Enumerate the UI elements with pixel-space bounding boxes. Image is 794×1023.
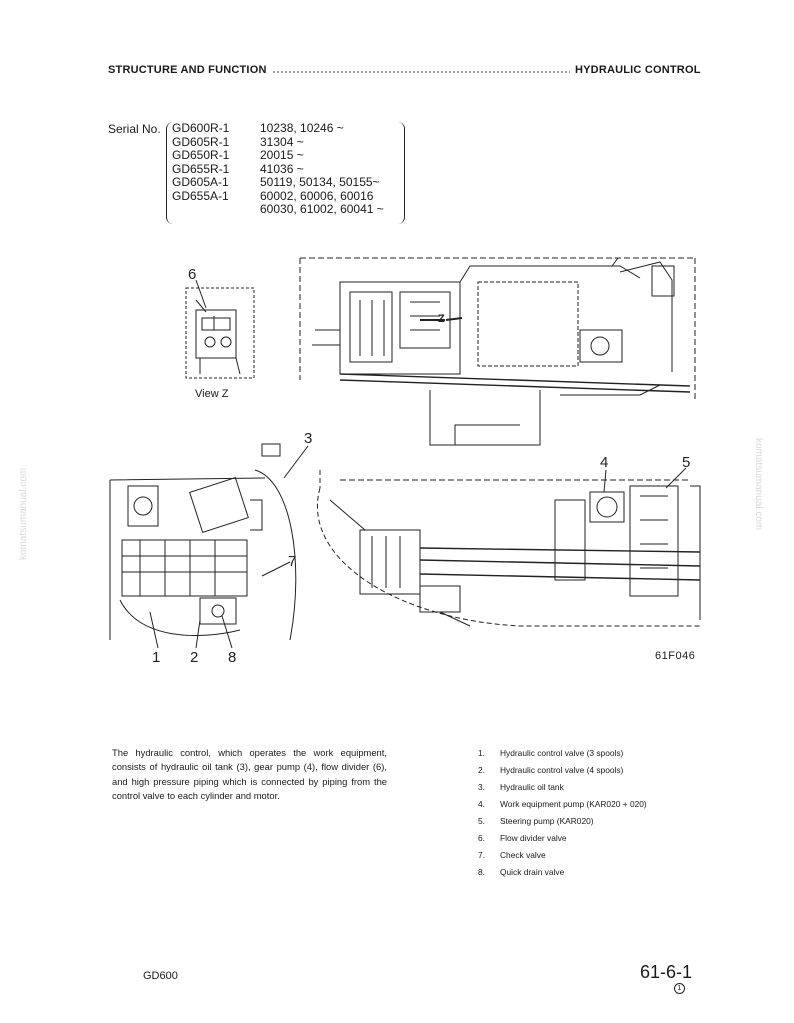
upper-machine-view [300, 258, 695, 445]
legend-item [478, 829, 647, 846]
callout-2: 2 [190, 649, 199, 666]
parts-legend [478, 744, 647, 880]
legend-item [478, 846, 647, 863]
legend-number: 5. [478, 815, 485, 826]
serial-numbers: 60030, 61002, 60041 ~ [260, 202, 384, 216]
legend-text: Quick drain valve [500, 866, 565, 877]
legend-text: Hydraulic control valve (4 spools) [500, 764, 624, 775]
serial-numbers: 41036 ~ [260, 161, 304, 176]
legend-item [478, 778, 647, 795]
serial-numbers: 31304 ~ [260, 134, 304, 149]
legend-number: 2. [478, 764, 485, 775]
serial-model: GD605R-1 [172, 134, 230, 149]
legend-number: 4. [478, 798, 485, 809]
callout-3: 3 [304, 430, 313, 447]
view-z-label: View Z [195, 388, 229, 400]
revision-mark: 1 [674, 983, 685, 994]
legend-item [478, 795, 647, 812]
legend-item [478, 744, 647, 761]
section-title: STRUCTURE AND FUNCTION [108, 64, 267, 76]
callout-6: 6 [188, 266, 197, 283]
callout-4: 4 [600, 454, 609, 471]
legend-text: Check valve [500, 849, 546, 860]
serial-model: GD605A-1 [172, 175, 229, 189]
legend-item [478, 863, 647, 880]
view-z-marker: Z [438, 313, 445, 325]
watermark-left: komatsumanual.com [18, 467, 29, 560]
lower-left-view [110, 444, 296, 640]
serial-model: GD655A-1 [172, 188, 229, 203]
view-z-inset [186, 288, 254, 378]
legend-item [478, 761, 647, 778]
page-number: 61-6-1 [640, 962, 693, 982]
figure-code: 61F046 [655, 650, 696, 662]
callout-8: 8 [228, 649, 237, 666]
serial-numbers: 60002, 60006, 60016 [260, 188, 374, 203]
legend-item [478, 812, 647, 829]
serial-label: Serial No. [108, 122, 161, 136]
legend-text: Hydraulic oil tank [500, 781, 564, 792]
legend-text: Flow divider valve [500, 832, 567, 843]
serial-model: GD655R-1 [172, 161, 230, 176]
serial-numbers: 10238, 10246 ~ [260, 121, 344, 135]
legend-number: 7. [478, 849, 485, 860]
legend-number: 3. [478, 781, 485, 792]
legend-number: 8. [478, 866, 485, 877]
topic-title: HYDRAULIC CONTROL [575, 64, 701, 76]
legend-text: Hydraulic control valve (3 spools) [500, 747, 624, 758]
description-paragraph: The hydraulic control, which operates the work equipment, consists of hydraulic oil tank (3), gear pump (4), flow divider (6), and high pressure piping which is connected by piping from the control valve to each cylinder and motor. [112, 747, 387, 801]
callout-7: 7 [288, 553, 297, 570]
serial-model: GD600R-1 [172, 121, 230, 135]
lower-right-view [317, 470, 700, 626]
legend-text: Steering pump (KAR020) [500, 815, 594, 826]
footer-model: GD600 [143, 970, 178, 982]
callout-5: 5 [682, 454, 691, 471]
serial-numbers: 50119, 50134, 50155~ [260, 175, 380, 189]
legend-text: Work equipment pump (KAR020 + 020) [500, 798, 647, 809]
serial-model: GD650R-1 [172, 148, 230, 162]
serial-numbers: 20015 ~ [260, 148, 304, 162]
legend-number: 1. [478, 747, 485, 758]
legend-number: 6. [478, 832, 485, 843]
watermark-right: komatsumanual.com [753, 438, 764, 531]
callout-1: 1 [152, 649, 161, 666]
